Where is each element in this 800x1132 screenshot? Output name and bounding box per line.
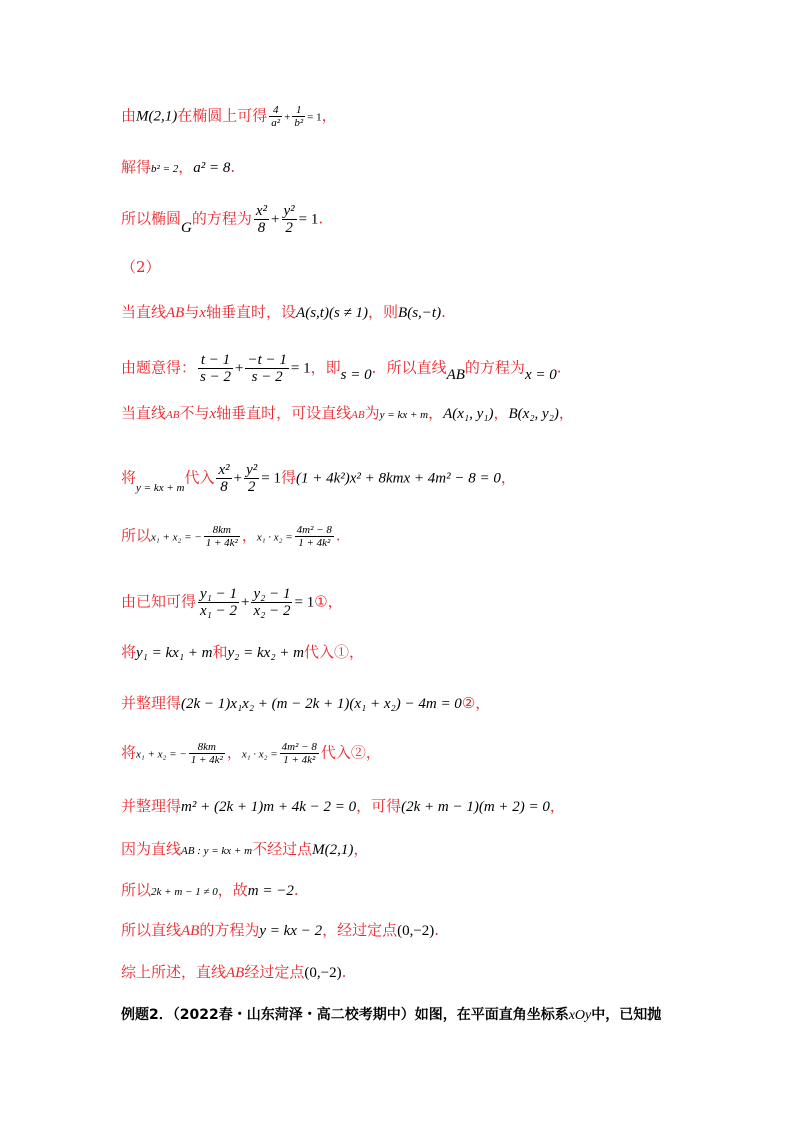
text: . — [441, 303, 446, 321]
fraction: $\frac{\text{x²}}{8}$ — [218, 462, 230, 495]
text: 得 — [280, 468, 296, 487]
text: 在椭圆上可得 — [177, 106, 268, 125]
math: + — [234, 360, 244, 377]
text: ②， — [461, 694, 491, 712]
math: AB — [351, 409, 365, 421]
text: ， — [558, 404, 574, 422]
fraction: $\frac{t - 1}{s - 2}$ — [200, 352, 231, 385]
math: = 1 — [261, 470, 281, 487]
text: 由题意得： — [121, 358, 197, 377]
text: ，经过定点 — [322, 921, 398, 939]
math: m = −2 — [247, 883, 294, 899]
solution-line-11 — [121, 642, 364, 663]
part-label: （2） — [121, 258, 161, 276]
text: 当直线 — [121, 303, 167, 321]
math: AB — [166, 305, 185, 321]
text: 例题2．（2022春・山东菏泽・高二校考期中）如图，在平面直角坐标系 — [121, 1007, 569, 1023]
solution-line-4 — [121, 257, 161, 277]
math: + — [233, 470, 243, 487]
solution-line-8 — [121, 462, 516, 495]
text: ．所以直线 — [371, 358, 447, 377]
text: 由已知可得 — [121, 592, 197, 611]
text: ， — [178, 158, 194, 176]
fraction: $\frac{-t - 1}{s - 2}$ — [247, 352, 287, 385]
math: = 1 — [294, 594, 315, 611]
text: 代入②， — [320, 743, 381, 762]
math: B(x₂, y₂) — [508, 406, 559, 422]
text: 与 — [184, 303, 200, 321]
text: . — [318, 209, 324, 228]
text: 所以椭圆 — [121, 209, 182, 228]
fraction: $\frac{\text{y₁ − 1}}{\text{x₁ − 2}}$ — [200, 586, 238, 619]
math: x = 0 — [524, 366, 557, 383]
math: xOy — [568, 1008, 592, 1023]
text: 轴垂直时，可设直线 — [216, 404, 352, 422]
text: ， — [493, 404, 509, 422]
solution-line-3 — [121, 203, 323, 236]
text: ， — [353, 840, 369, 858]
math: (2k − 1)x₁x₂ + (m − 2k + 1)(x₁ + x₂) − 4m = 0 — [181, 696, 462, 712]
text: 代入 — [184, 468, 215, 487]
math: (0,−2) — [397, 923, 435, 939]
text: 所以 — [121, 881, 152, 899]
text: ，可得 — [356, 797, 402, 815]
solution-line-9 — [121, 524, 341, 549]
text: 将 — [121, 643, 137, 661]
text: 经过定点 — [244, 963, 305, 981]
text: ， — [321, 106, 337, 125]
math: AB — [226, 965, 245, 981]
text: 当直线 — [121, 404, 167, 422]
math: (1 + 4k²)x² + 8kmx + 4m² − 8 = 0 — [295, 470, 501, 487]
text: ，则 — [368, 303, 399, 321]
math: = 1 — [298, 211, 319, 228]
text: ， — [428, 404, 444, 422]
math: m² + (2k + 1)m + 4k − 2 = 0 — [181, 799, 357, 815]
math: x₁ + x₂ = − — [136, 748, 187, 761]
text: 将 — [121, 468, 137, 487]
math: G — [181, 219, 192, 236]
math: y = kx + m — [136, 481, 185, 494]
math: x₁ · x₂ = — [241, 748, 278, 761]
math: b² = 2 — [151, 163, 179, 175]
fraction: $\frac{\text{x²}}{8}$ — [255, 203, 268, 236]
math: B(s,−t) — [398, 305, 442, 321]
text: 不经过点 — [252, 840, 313, 858]
text: . — [341, 963, 347, 981]
math: AB — [181, 923, 200, 939]
math: + — [284, 111, 291, 124]
text: 的方程为 — [464, 358, 525, 377]
math: y = kx + m — [379, 409, 429, 421]
example-heading — [121, 1005, 661, 1026]
text: ， — [226, 743, 242, 762]
math: x — [209, 406, 217, 422]
fraction: $\frac{\text{y₂ − 1}}{\text{x₂ − 2}}$ — [253, 586, 291, 619]
fraction: $\frac{\text{4m² − 8}}{\text{1 + 4k²}}$ — [281, 741, 317, 766]
solution-line-7 — [121, 403, 574, 425]
solution-line-1 — [121, 104, 337, 129]
math: = 1 — [290, 360, 311, 377]
math: AB — [446, 366, 465, 383]
text: ， — [500, 468, 516, 487]
math: y₂ = kx₂ + m — [227, 645, 304, 661]
fraction: $\frac{\text{4m² − 8}}{\text{1 + 4k²}}$ — [296, 524, 332, 549]
math: A(x₁, y₁) — [443, 406, 494, 422]
text: 的方程为 — [191, 209, 252, 228]
fraction: $\frac{4}{\text{a²}}$ — [271, 104, 281, 129]
text: 所以 — [121, 526, 152, 545]
fraction: $\frac{8km}{\text{1 + 4k²}}$ — [205, 524, 238, 549]
text: ，即 — [310, 358, 341, 377]
text: . — [434, 921, 440, 939]
math: = 1 — [307, 111, 322, 124]
text: 轴垂直时，设 — [206, 303, 297, 321]
math: (2k + m − 1)(m + 2) = 0 — [401, 799, 550, 815]
text: 并整理得 — [121, 694, 182, 712]
text: . — [293, 881, 299, 899]
text: ， — [241, 526, 257, 545]
solution-line-2 — [121, 157, 235, 179]
solution-line-13 — [121, 741, 381, 766]
math: + — [271, 211, 280, 228]
math: A(s,t)(s ≠ 1) — [296, 305, 369, 321]
text: 解得 — [121, 158, 152, 176]
text: ， — [549, 797, 565, 815]
math: 2k + m − 1 ≠ 0 — [151, 886, 218, 898]
math: x₁ · x₂ = — [256, 531, 293, 544]
math: s = 0 — [340, 366, 372, 383]
text: 由 — [121, 106, 137, 125]
math: x₁ + x₂ = − — [151, 531, 202, 544]
math: + — [241, 594, 250, 611]
math: y₁ = kx₁ + m — [136, 645, 213, 661]
text: 将 — [121, 743, 137, 762]
text: ①， — [314, 592, 343, 611]
solution-line-12 — [121, 693, 490, 714]
math: AB : y = kx + m — [181, 845, 253, 857]
math: x — [199, 305, 207, 321]
text: . — [335, 526, 341, 545]
text: 的方程为 — [199, 921, 260, 939]
solution-line-17 — [121, 920, 439, 941]
solution-line-14 — [121, 796, 565, 817]
text: 因为直线 — [121, 840, 182, 858]
fraction: $\frac{\text{y²}}{2}$ — [246, 462, 258, 495]
fraction: $\frac{8km}{\text{1 + 4k²}}$ — [190, 741, 223, 766]
solution-line-10 — [121, 586, 343, 619]
text: 和 — [212, 643, 228, 661]
fraction: $\frac{\text{y²}}{2}$ — [283, 203, 295, 236]
math: AB — [166, 409, 180, 421]
fraction: $\frac{1}{\text{b²}}$ — [294, 104, 304, 129]
text: 中，已知抛 — [591, 1007, 662, 1023]
math: y = kx − 2 — [259, 923, 323, 939]
text: 不与 — [179, 404, 210, 422]
text: 综上所述，直线 — [121, 963, 227, 981]
text: ，故 — [217, 881, 248, 899]
math: M(2,1) — [312, 842, 354, 858]
solution-line-18 — [121, 962, 346, 983]
text: 代入①， — [304, 643, 365, 661]
text: 所以直线 — [121, 921, 182, 939]
math: a² = 8 — [193, 160, 231, 176]
solution-line-16 — [121, 880, 299, 902]
solution-line-5 — [121, 302, 446, 323]
solution-line-6 — [121, 352, 562, 385]
math: M(2,1) — [136, 108, 178, 125]
solution-line-15 — [121, 839, 368, 861]
text: 为 — [364, 404, 380, 422]
text: . — [230, 158, 236, 176]
text: 并整理得 — [121, 797, 182, 815]
text: . — [556, 358, 562, 377]
math: (0,−2) — [304, 965, 342, 981]
